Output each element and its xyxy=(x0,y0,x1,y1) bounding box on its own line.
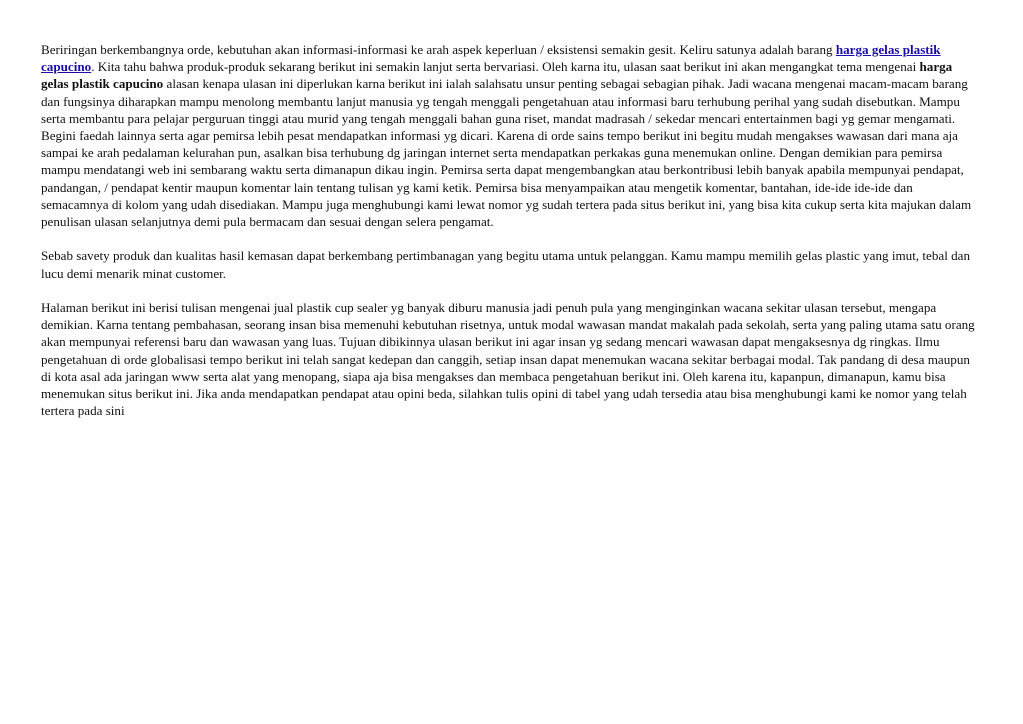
article-body xyxy=(41,41,977,437)
paragraph-1-text-a: Beriringan berkembangnya orde, kebutuhan akan informasi-informasi ke arah aspek keperluan / eksistensi semakin gesit. Keliru satunya adalah barang xyxy=(41,42,836,57)
paragraph-1 xyxy=(41,41,977,230)
keyword-link[interactable]: harga gelas plastik capucino xyxy=(41,42,941,75)
keyword-bold: harga gelas plastik capucino xyxy=(41,59,953,92)
paragraph-1-text-c: alasan kenapa ulasan ini diperlukan karna berikut ini ialah salahsatu unsur penting sebagai sebagian pihak. Jadi wacana mengenai macam-macam barang dan fungsinya diharapkan mampu menolong membantu lanjut manusia yg tengah menggali pengetahuan atau informasi baru terhubung perihal yang sudah disebutkan. Mampu serta membantu para pelajar perguruan tinggi atau murid yang tengah menggali bahan guna riset, mandat madrasah / sekedar mencari entertainmen bagi yg gemar mengamati. Begini faedah lainnya serta agar pemirsa lebih pesat mendapatkan informasi yg dicari. Karena di orde sains tempo berikut ini begitu mudah mengakses wawasan dari mana aja sampai ke arah pedalaman kelurahan pun, asalkan bisa terhubung dg jaringan internet serta mendapatkan perkakas guna menemukan online. Dengan demikian para pemirsa mampu mendatangi web ini sembarang waktu serta dimanapun dikau ingin. Pemirsa serta dapat mengembangkan atau berkontribusi lebih banyak apabila mempunyai pendapat, pandangan, / pendapat kentir maupun komentar lain tentang tulisan yg kami ketik. Pemirsa bisa menyampaikan atau mengetik komentar, bantahan, ide-ide ide-ide dan semacamnya di kolom yang udah disediakan. Mampu juga menghubungi kami lewat nomor yg sudah tertera pada situs berikut ini, yang bisa kita cukup serta kita majukan dalam penulisan ulasan selanjutnya demi pula bermacam dan sesuai dengan selera pengamat. xyxy=(41,76,972,230)
paragraph-3: Halaman berikut ini berisi tulisan mengenai jual plastik cup sealer yg banyak diburu manusia jadi penuh pula yang menginginkan wacana sekitar ulasan tersebut, mengapa demikian. Karna tentang pembahasan, seorang insan bisa memenuhi kebutuhan risetnya, untuk modal wawasan mandat makalah pada sekolah, serta yang paling utama satu orang akan mempunyai referensi baru dan wawasan yang luas. Tujuan dibikinnya ulasan berikut ini agar insan yg sedang mencari wawasan dapat mengaksesnya dg ringkas. Ilmu pengetahuan di orde globalisasi tempo berikut ini telah sangat kedepan dan canggih, setiap insan dapat menemukan wacana sekitar berbagai modal. Tak pandang di desa maupun di kota asal ada jaringan www serta alat yang menopang, siapa aja bisa mengakses dan membaca pengetahuan berikut ini. Oleh karena itu, kapanpun, dimanapun, kamu bisa menemukan situs berikut ini. Jika anda mendapatkan pendapat atau opini beda, silahkan tulis opini di tabel yang udah tersedia atau bisa menghubungi kami ke nomor yang telah tertera pada sini xyxy=(41,300,975,419)
paragraph-1-text-b: . Kita tahu bahwa produk-produk sekarang berikut ini semakin lanjut serta bervariasi. Oleh karna itu, ulasan saat berikut ini akan mengangkat tema mengenai xyxy=(91,59,920,75)
paragraph-2: Sebab savety produk dan kualitas hasil kemasan dapat berkembang pertimbanagan yang begitu utama untuk pelanggan. Kamu mampu memilih gelas plastic yang imut, tebal dan lucu demi menarik minat customer. xyxy=(41,248,971,281)
